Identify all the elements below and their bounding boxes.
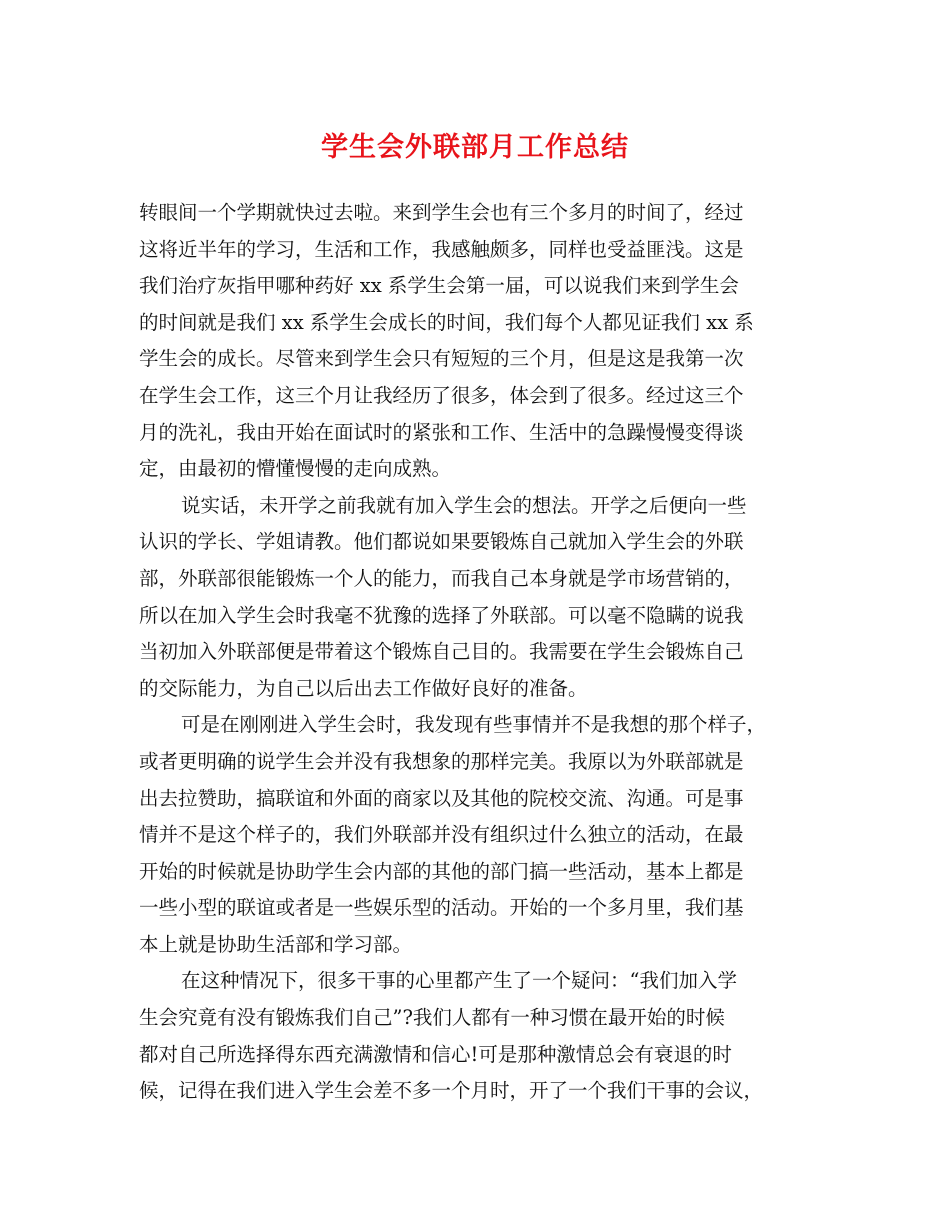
text-line: 开始的时候就是协助学生会内部的其他的部门搞一些活动，基本上都是 xyxy=(139,859,744,883)
text-line: 认识的学长、学姐请教。他们都说如果要锻炼自己就加入学生会的外联 xyxy=(139,530,744,554)
text-line: 候，记得在我们进入学生会差不多一个月时，开了一个我们干事的会议， xyxy=(139,1079,764,1103)
text-line: 转眼间一个学期就快过去啦。来到学生会也有三个多月的时间了，经过 xyxy=(139,201,744,224)
text-line: 一些小型的联谊或者是一些娱乐型的活动。开始的一个多月里，我们基 xyxy=(139,896,744,920)
text-line: 的时间就是我们 xx 系学生会成长的时间，我们每个人都见证我们 xx 系 xyxy=(139,310,754,334)
text-line: 所以在加入学生会时我毫不犹豫的选择了外联部。可以毫不隐瞒的说我 xyxy=(139,603,744,627)
document-title: 学生会外联部月工作总结 xyxy=(321,132,629,163)
text-line: 在学生会工作，这三个月让我经历了很多，体会到了很多。经过这三个 xyxy=(139,383,744,407)
text-line: 这将近半年的学习，生活和工作，我感触颇多，同样也受益匪浅。这是 xyxy=(139,237,744,261)
text-line: 我们治疗灰指甲哪种药好 xx 系学生会第一届，可以说我们来到学生会 xyxy=(139,274,739,298)
text-line: 出去拉赞助，搞联谊和外面的商家以及其他的院校交流、沟通。可是事 xyxy=(139,786,744,810)
document-body xyxy=(139,195,819,1110)
text-line: 部，外联部很能锻炼一个人的能力，而我自己本身就是学市场营销的， xyxy=(139,566,744,590)
text-line: 的交际能力，为自己以后出去工作做好良好的准备。 xyxy=(139,676,588,700)
text-line: 生会究竟有没有锻炼我们自己”?我们人都有一种习惯在最开始的时候 xyxy=(139,1006,725,1030)
text-line: 说实话，未开学之前我就有加入学生会的想法。开学之后便向一些 xyxy=(181,493,747,517)
text-line: 在这种情况下，很多干事的心里都产生了一个疑问：“我们加入学 xyxy=(181,969,737,993)
text-line: 情并不是这个样子的，我们外联部并没有组织过什么独立的活动，在最 xyxy=(139,823,744,847)
text-line: 定，由最初的懵懂慢慢的走向成熟。 xyxy=(139,457,452,481)
text-line: 当初加入外联部便是带着这个锻炼自己目的。我需要在学生会锻炼自己 xyxy=(139,640,744,664)
text-line: 本上就是协助生活部和学习部。 xyxy=(139,932,413,956)
text-line: 可是在刚刚进入学生会时，我发现有些事情并不是我想的那个样子， xyxy=(181,713,767,737)
text-line: 或者更明确的说学生会并没有我想象的那样完美。我原以为外联部就是 xyxy=(139,749,744,773)
text-line: 都对自己所选择得东西充满激情和信心!可是那种激情总会有衰退的时 xyxy=(139,1042,732,1066)
text-line: 月的洗礼，我由开始在面试时的紧张和工作、生活中的急躁慢慢变得谈 xyxy=(139,420,744,444)
text-line: 学生会的成长。尽管来到学生会只有短短的三个月，但是这是我第一次 xyxy=(139,347,744,371)
